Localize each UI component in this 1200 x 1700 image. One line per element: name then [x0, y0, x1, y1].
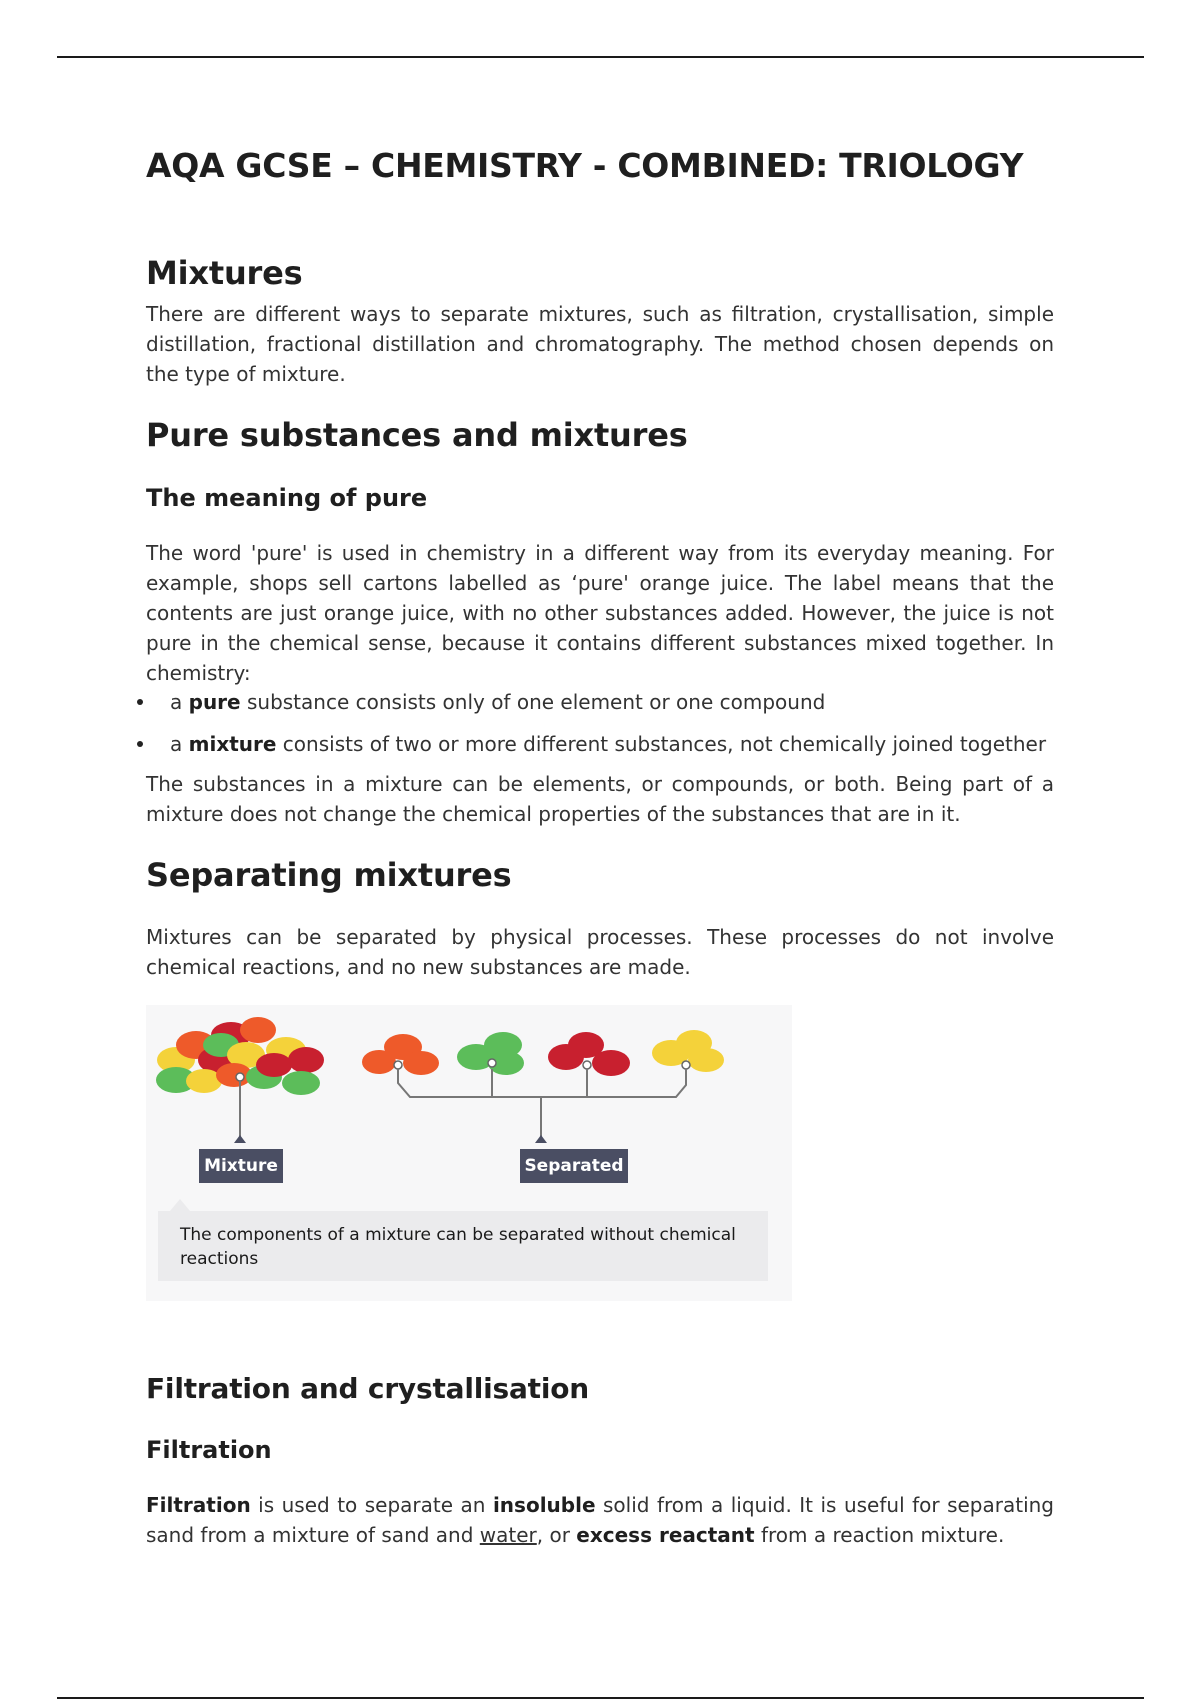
top-rule	[57, 56, 1144, 58]
filtration-paragraph: Filtration is used to separate an insoluble solid from a liquid. It is useful for separating sand from a mixture of sand and water, or excess reactant from a reaction mixture.	[146, 1493, 1055, 1547]
bottom-rule	[57, 1697, 1144, 1699]
separated-bracket	[398, 1069, 686, 1097]
subheading-meaning-of-pure: The meaning of pure	[146, 484, 428, 512]
separating-paragraph: Mixtures can be separated by physical processes. These processes do not involve chemical reactions, and no new substances are made.	[146, 925, 1054, 979]
heading-separating-mixtures: Separating mixtures	[146, 856, 512, 894]
separated-label: Separated	[520, 1149, 628, 1183]
list-item: a mixture consists of two or more different substances, not chemically joined together	[118, 723, 1046, 765]
red-group	[548, 1032, 630, 1076]
list-item: a pure substance consists only of one element or one compound	[118, 681, 1046, 723]
heading-pure-substances: Pure substances and mixtures	[146, 416, 688, 454]
subheading-filtration: Filtration	[146, 1436, 272, 1464]
mixtures-intro: There are different ways to separate mixtures, such as filtration, crystallisation, simple distillation, fractional distillation and chromatography. The method chosen depends on the type of mixture.	[146, 302, 1054, 386]
heading-filtration-crystallisation: Filtration and crystallisation	[146, 1372, 590, 1405]
figure-caption-box	[158, 1211, 768, 1281]
water-link[interactable]: water	[479, 1523, 537, 1547]
pure-paragraph: The word 'pure' is used in chemistry in a different way from its everyday meaning. For example, shops sell cartons labelled as ‘pure' orange juice. The label means that the contents are just orange juice, with no other substances added. However, the juice is not pure in the chemical sense, because it contains different substances mixed together. In chemistry:	[146, 541, 1054, 685]
definition-list	[118, 681, 1046, 765]
mixture-properties-paragraph: The substances in a mixture can be elements, or compounds, or both. Being part of a mixture does not change the chemical properties of the substances that are in it.	[146, 772, 1054, 826]
figure-caption: The components of a mixture can be separated without chemical reactions	[180, 1225, 736, 1269]
heading-mixtures: Mixtures	[146, 254, 303, 292]
green-group	[457, 1032, 524, 1075]
document-title: AQA GCSE – CHEMISTRY - COMBINED: TRIOLOGY	[146, 146, 1024, 185]
yellow-group	[652, 1030, 724, 1072]
orange-group	[362, 1034, 439, 1075]
mixture-label: Mixture	[199, 1149, 283, 1183]
separation-figure	[146, 1005, 792, 1301]
